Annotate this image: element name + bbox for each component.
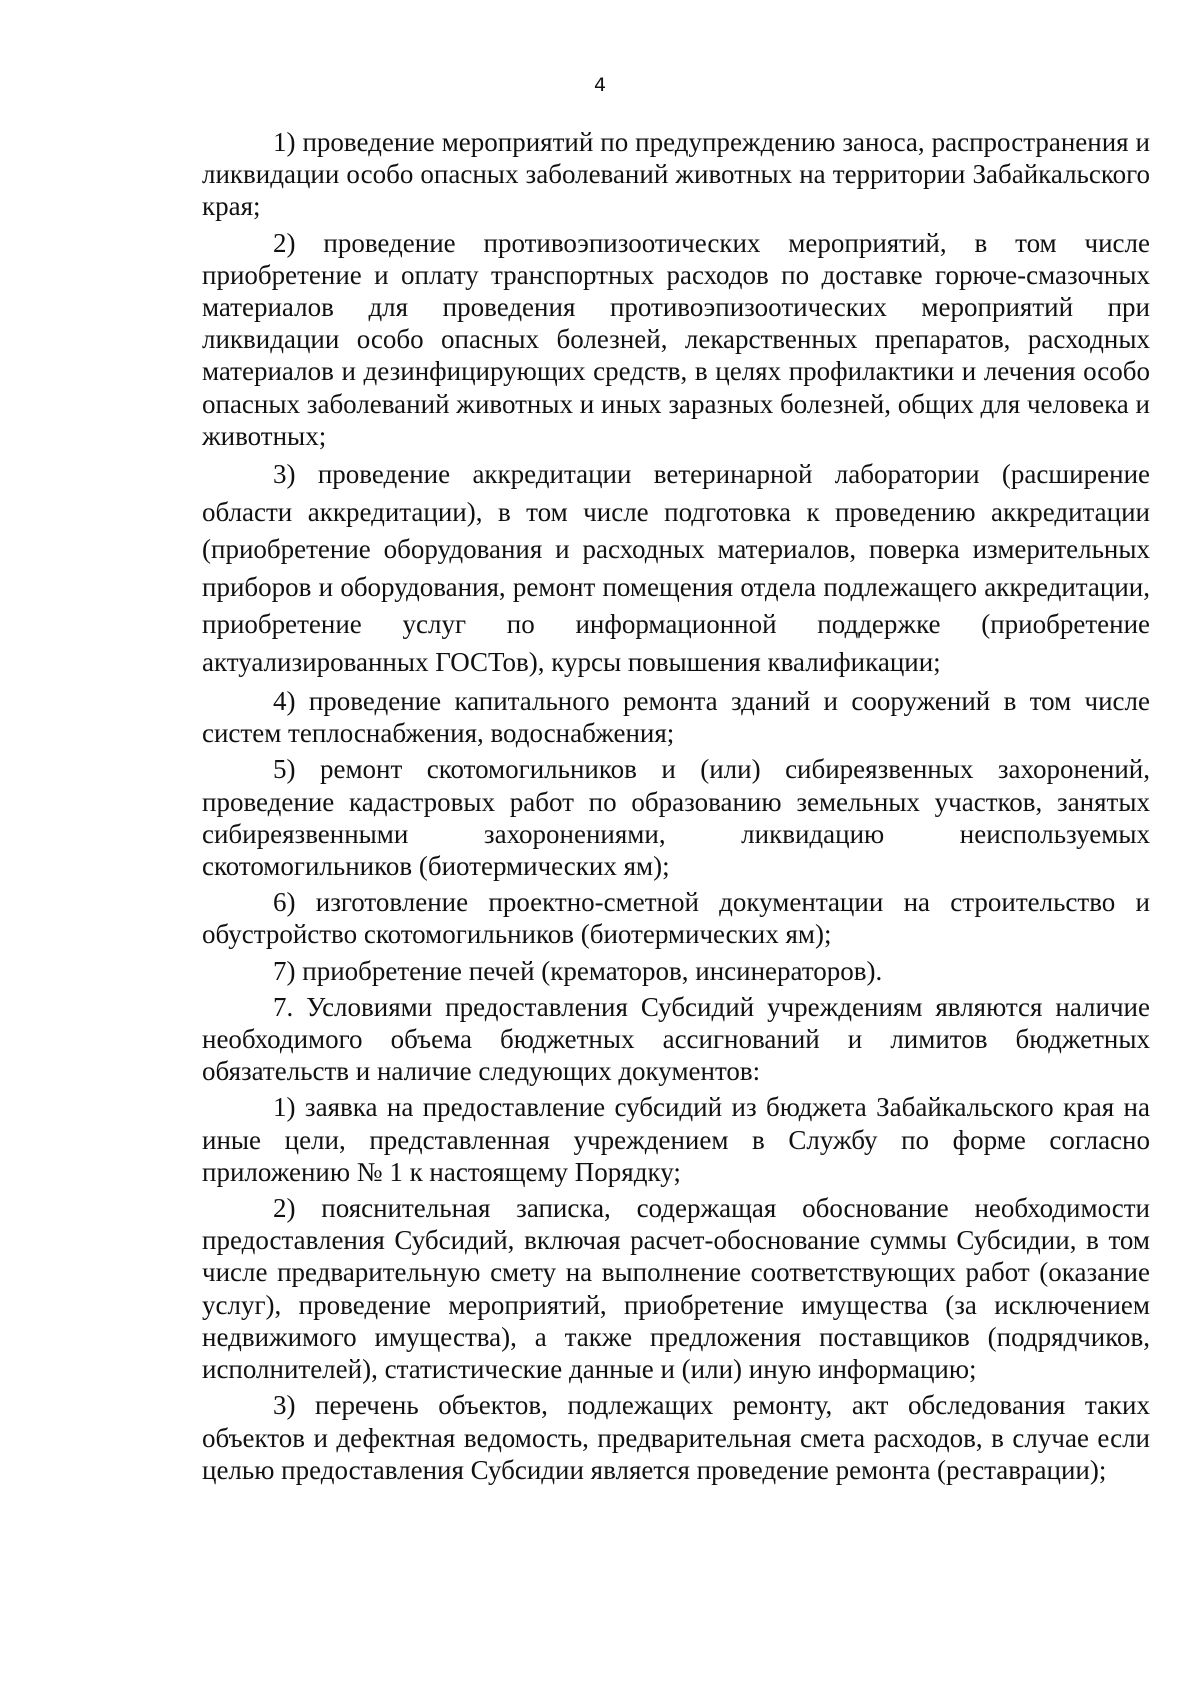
paragraph-item-5: 5) ремонт скотомогильников и (или) сибиреязвенных захоронений, проведение кадастровых работ по образованию земельных участков, занятых сибиреязвенными захоронениями, ликвидацию неиспользуемых скотомогильников (биотермических ям);: [202, 754, 1150, 882]
page-number: 4: [593, 74, 607, 96]
paragraph-item-2: 2) проведение противоэпизоотических мероприятий, в том числе приобретение и оплату транспортных расходов по доставке горюче-смазочных материалов для проведения противоэпизоотических мероприятий при ликвидации особо опасных болезней, лекарственных препаратов, расходных материалов и дезинфицирующих средств, в целях профилактики и лечения особо опасных заболеваний животных и иных заразных болезней, общих для человека и животных;: [202, 227, 1150, 451]
paragraph-doc-2: 2) пояснительная записка, содержащая обоснование необходимости предоставления Субсидий, включая расчет-обоснование суммы Субсидии, в том числе предварительную смету на выполнение соответствующих работ (оказание услуг), проведение мероприятий, приобретение имущества (за исключением недвижимого имущества), а также предложения поставщиков (подрядчиков, исполнителей), статистические данные и (или) иную информацию;: [202, 1193, 1150, 1385]
paragraph-doc-1: 1) заявка на предоставление субсидий из бюджета Забайкальского края на иные цели, представленная учреждением в Службу по форме согласно приложению № 1 к настоящему Порядку;: [202, 1092, 1150, 1187]
document-body: [202, 126, 1150, 1490]
paragraph-clause-7: 7. Условиями предоставления Субсидий учреждениям являются наличие необходимого объема бюджетных ассигнований и лимитов бюджетных обязательств и наличие следующих документов:: [202, 991, 1150, 1087]
paragraph-item-6: 6) изготовление проектно-сметной документации на строительство и обустройство скотомогильников (биотермических ям);: [202, 887, 1150, 950]
paragraph-doc-3: 3) перечень объектов, подлежащих ремонту, акт обследования таких объектов и дефектная ведомость, предварительная смета расходов, в случае если целью предоставления Субсидии является проведение ремонта (реставрации);: [202, 1390, 1150, 1485]
paragraph-item-1: 1) проведение мероприятий по предупреждению заноса, распространения и ликвидации особо опасных заболеваний животных на территории Забайкальского края;: [202, 127, 1150, 222]
paragraph-item-7: 7) приобретение печей (крематоров, инсинераторов).: [273, 955, 883, 986]
paragraph-item-4: 4) проведение капитального ремонта зданий и сооружений в том числе систем теплоснабжения, водоснабжения;: [202, 686, 1150, 749]
paragraph-item-3: 3) проведение аккредитации ветеринарной лаборатории (расширение области аккредитации), в том числе подготовка к проведению аккредитации (приобретение оборудования и расходных материалов, поверка измерительных приборов и оборудования, ремонт помещения отдела подлежащего аккредитации, приобретение услуг по информационной поддержке (приобретение актуализированных ГОСТов), курсы повышения квалификации;: [202, 459, 1150, 677]
